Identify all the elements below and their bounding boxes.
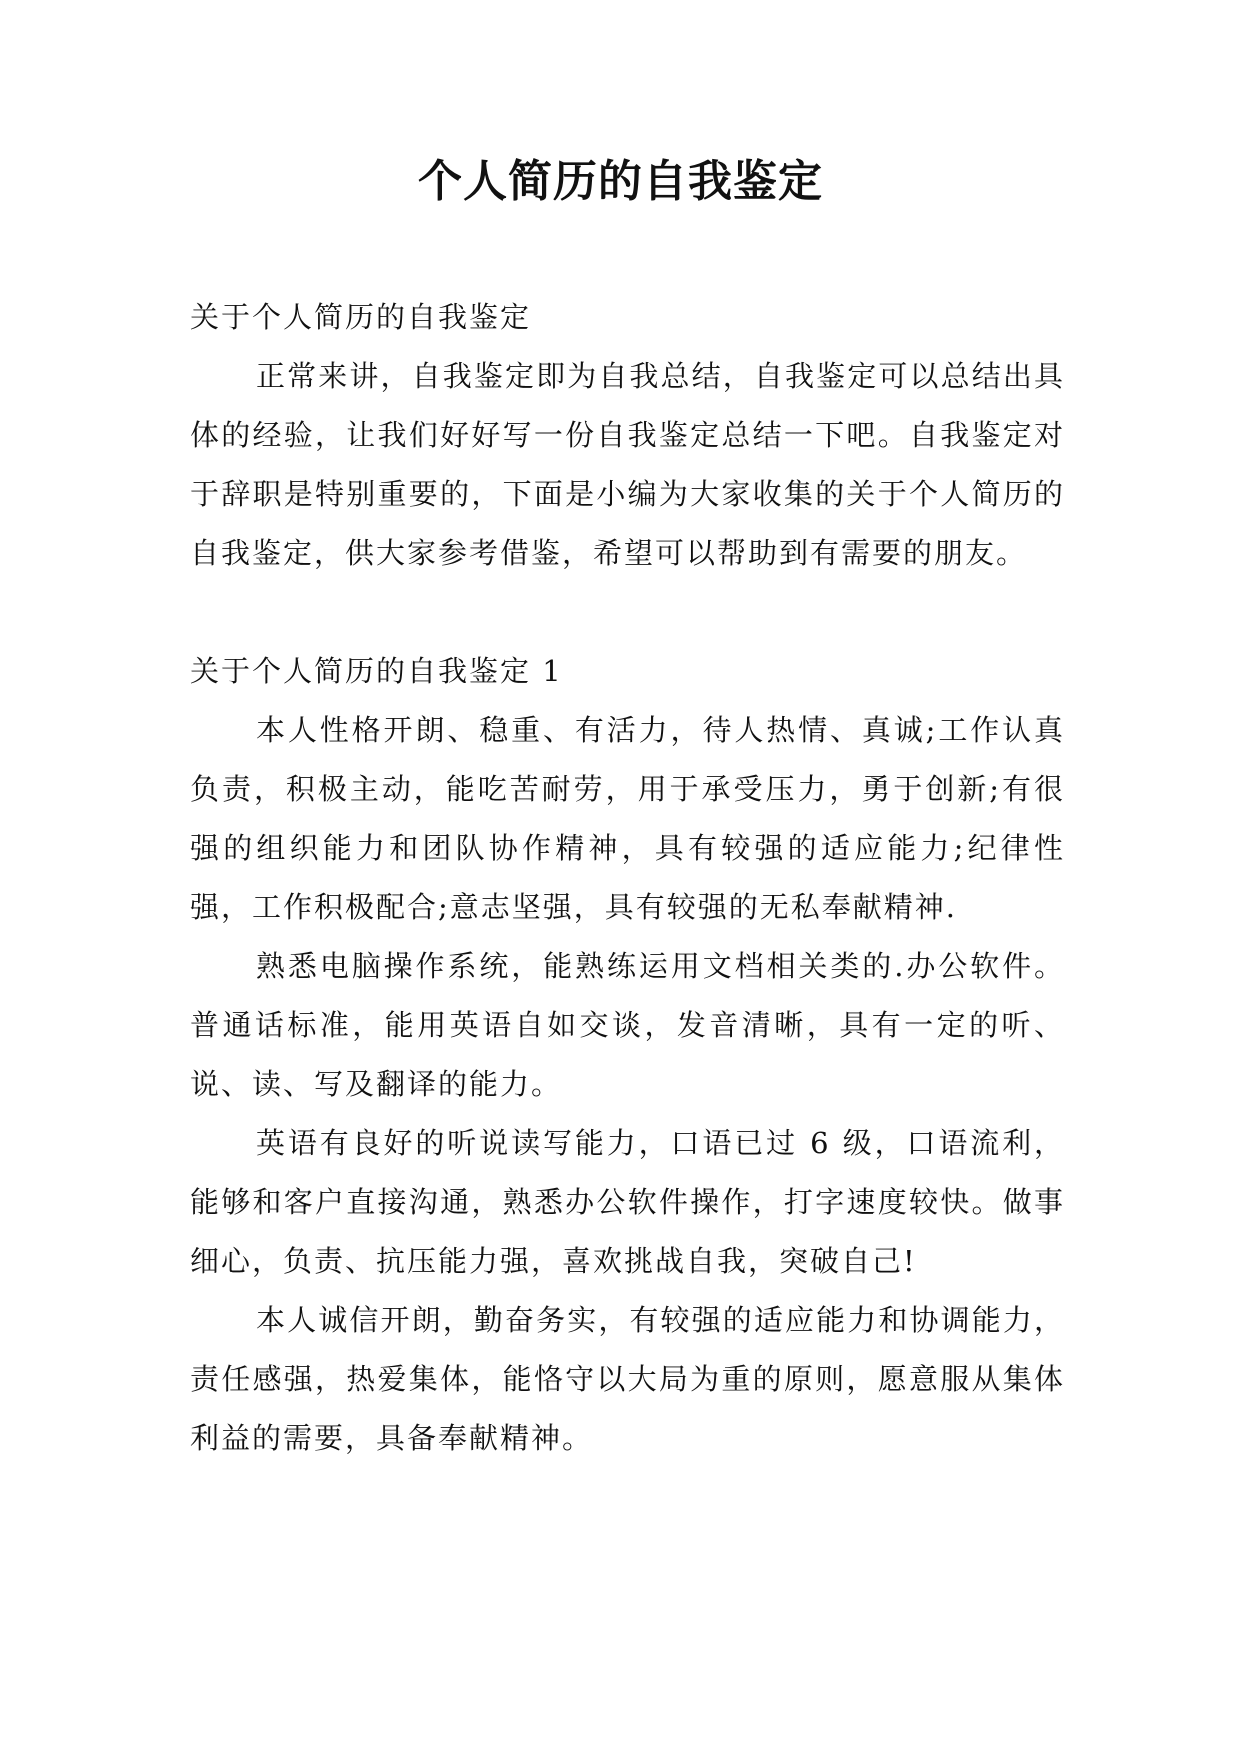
document-body [190,288,1065,1468]
document-title: 个人简历的自我鉴定 [418,156,823,207]
section1-paragraph-1: 本人性格开朗、稳重、有活力，待人热情、真诚;工作认真负责，积极主动，能吃苦耐劳，用于承受压力，勇于创新;有很强的组织能力和团队协作精神，具有较强的适应能力;纪律性强，工作积极配合;意志坚强，具有较强的无私奉献精神. [190,713,1065,924]
section1-heading: 关于个人简历的自我鉴定 1 [190,654,563,688]
section1-paragraph-2: 熟悉电脑操作系统，能熟练运用文档相关类的.办公软件。普通话标准，能用英语自如交谈，发音清晰，具有一定的听、说、读、写及翻译的能力。 [190,949,1065,1101]
intro-paragraph: 正常来讲，自我鉴定即为自我总结，自我鉴定可以总结出具体的经验，让我们好好写一份自我鉴定总结一下吧。自我鉴定对于辞职是特别重要的，下面是小编为大家收集的关于个人简历的自我鉴定，供大家参考借鉴，希望可以帮助到有需要的朋友。 [190,359,1065,570]
section-spacer [190,583,1065,642]
section1-paragraph-4: 本人诚信开朗，勤奋务实，有较强的适应能力和协调能力，责任感强，热爱集体，能恪守以大局为重的原则，愿意服从集体利益的需要，具备奉献精神。 [190,1303,1065,1455]
section1-paragraph-3: 英语有良好的听说读写能力，口语已过 6 级，口语流利，能够和客户直接沟通，熟悉办公软件操作，打字速度较快。做事细心，负责、抗压能力强，喜欢挑战自我，突破自己! [190,1126,1065,1278]
intro-heading: 关于个人简历的自我鉴定 [190,300,532,334]
